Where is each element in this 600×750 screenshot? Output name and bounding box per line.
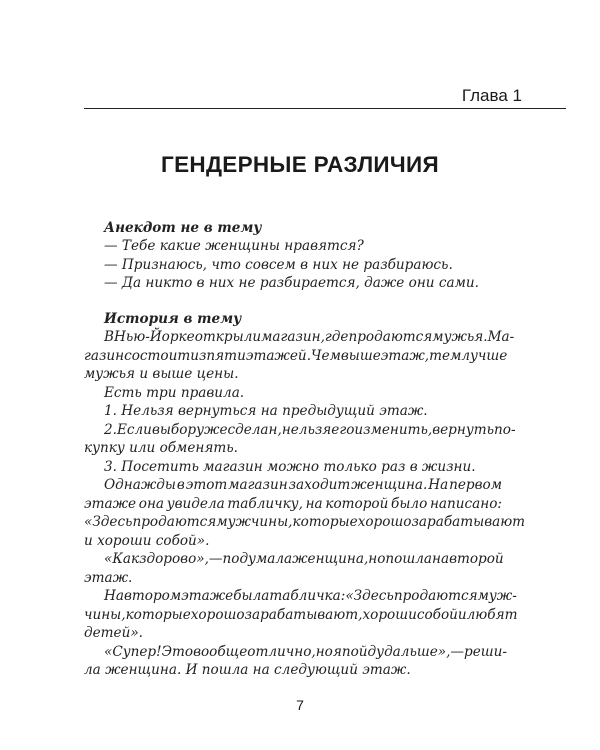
story-line: В Нью-Йорке открыли магазин, где продаются мужья. Ма- [104,329,515,345]
story-line: Есть три правила. [104,385,245,401]
joke-line: — Признаюсь, что совсем в них не разбираюсь. [104,257,453,273]
story-line: чины, которые хорошо зарабатывают, хороши собой и любят [84,607,518,623]
joke-line: — Тебе какие женщины нравятся? [104,238,364,254]
story-line: Однажды в этот магазин заходит женщина. На первом [104,477,502,493]
story-line: купку или обменять. [84,440,238,456]
story-line: детей». [84,625,143,641]
page-title: ГЕНДЕРНЫЕ РАЗЛИЧИЯ [161,152,439,177]
story-line: мужья и выше цены. [84,366,239,382]
story-line: и хороши собой». [84,533,210,549]
chapter-label: Глава 1 [461,86,522,105]
chapter-header-rule [84,88,566,109]
story-line: «Как здорово», — подумала женщина, но пошла на второй [104,551,504,567]
page-number: 7 [296,697,304,713]
joke-line: — Да никто в них не разбирается, даже они сами. [104,275,479,291]
joke-heading: Анекдот не в тему [104,220,262,236]
story-line: ла женщина. И пошла на следующий этаж. [84,662,411,678]
story-line: 3. Посетить магазин можно только раз в жизни. [104,459,476,475]
story-line: 1. Нельзя вернуться на предыдущий этаж. [104,403,428,419]
story-line: 2. Если выбор уже сделан, нельзя его изменить, вернуть по- [104,422,516,438]
story-line: «Здесь продаются мужчины, которые хорошо зарабатывают [84,514,526,530]
story-line: этаже она увидела табличку, на которой было написано: [84,496,502,512]
story-line: «Супер! Это вообще отлично, но я пойду дальше», — реши- [104,644,507,660]
story-line: этаж. [84,570,133,586]
story-line: На втором этаже была табличка: «Здесь продаются муж- [104,588,517,604]
story-heading: История в тему [104,311,242,327]
story-line: газин состоит из пяти этажей. Чем выше этаж, тем лучше [84,348,508,364]
